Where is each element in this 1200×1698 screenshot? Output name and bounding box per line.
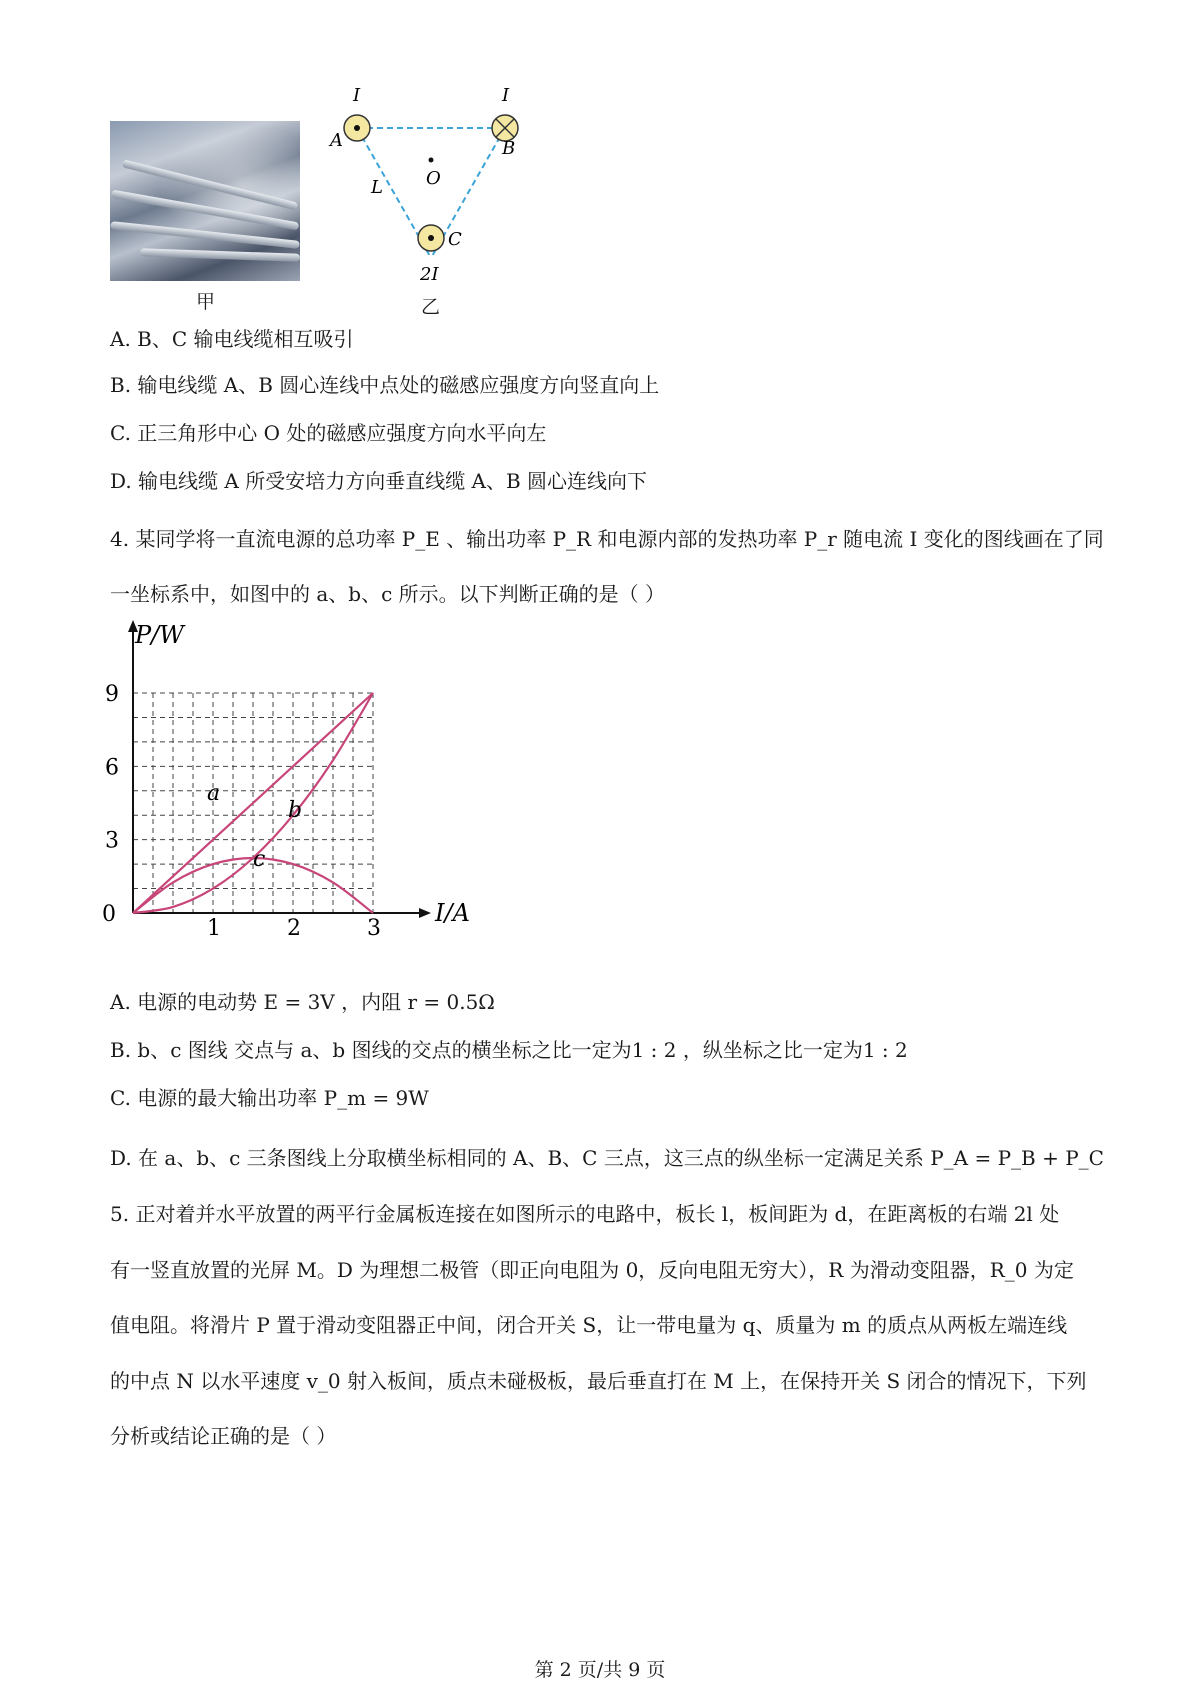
x-axis-label: I/A bbox=[435, 899, 470, 927]
label-i-a: I bbox=[353, 88, 361, 106]
figure-yi-caption: 乙 bbox=[421, 296, 441, 318]
y-tick-label: 9 bbox=[105, 682, 119, 707]
triangle-diagram bbox=[320, 88, 540, 308]
q4-stem-line2: 一坐标系中，如图中的 a、b、c 所示。以下判断正确的是（ ） bbox=[110, 582, 665, 606]
series-label-a: a bbox=[207, 781, 221, 806]
x-tick-label: 3 bbox=[367, 916, 381, 941]
y-tick-label: 6 bbox=[105, 755, 119, 781]
series-a-line bbox=[133, 693, 373, 913]
figure-jia-caption: 甲 bbox=[196, 291, 216, 313]
q3-option-b: B. 输电线缆 A、B 圆心连线中点处的磁感应强度方向竖直向上 bbox=[110, 373, 660, 397]
series-label-b: b bbox=[288, 798, 303, 823]
tunnel-photo bbox=[110, 121, 300, 281]
y-tick-label: 0 bbox=[102, 902, 116, 927]
q5-stem-line2: 有一竖直放置的光屏 M。D 为理想二极管（即正向电阻为 0，反向电阻无穷大），R 为滑动变阻器，R_0 为定 bbox=[110, 1258, 1074, 1282]
cable-c-icon bbox=[418, 225, 444, 251]
chart-curves bbox=[133, 693, 373, 913]
q4-option-b: B. b、c 图线 交点与 a、b 图线的交点的横坐标之比一定为1 : 2 ，纵坐标之比一定为1 : 2 bbox=[110, 1038, 908, 1062]
label-a: A bbox=[330, 130, 343, 151]
q5-stem-line4: 的中点 N 以水平速度 v_0 射入板间，质点未碰极板，最后垂直打在 M 上，在保持开关 S 闭合的情况下，下列 bbox=[110, 1369, 1087, 1393]
q4-option-a: A. 电源的电动势 E = 3V ，内阻 r = 0.5Ω bbox=[110, 990, 495, 1014]
cable-a-icon bbox=[344, 115, 370, 141]
label-c: C bbox=[448, 229, 462, 250]
q5-stem-line5: 分析或结论正确的是（ ） bbox=[110, 1424, 337, 1448]
q4-option-c: C. 电源的最大输出功率 P_m = 9W bbox=[110, 1086, 429, 1110]
x-axis-arrow bbox=[419, 908, 431, 918]
label-i-b: I bbox=[502, 88, 510, 106]
series-label-c: c bbox=[253, 847, 266, 872]
q5-stem-line3: 值电阻。将滑片 P 置于滑动变阻器正中间，闭合开关 S，让一带电量为 q、质量为 m 的质点从两板左端连线 bbox=[110, 1313, 1068, 1337]
q4-option-d: D. 在 a、b、c 三条图线上分取横坐标相同的 A、B、C 三点，这三点的纵坐标一定满足关系 P_A = P_B + P_C bbox=[110, 1146, 1104, 1170]
y-axis-label: P/W bbox=[135, 621, 184, 649]
label-b: B bbox=[502, 138, 516, 159]
label-o: O bbox=[426, 168, 441, 189]
q3-option-a: A. B、C 输电线缆相互吸引 bbox=[110, 327, 354, 351]
label-2i: 2I bbox=[420, 264, 439, 285]
page-footer: 第 2 页/共 9 页 bbox=[534, 1659, 666, 1681]
center-o-dot bbox=[429, 158, 434, 163]
label-l: L bbox=[371, 177, 383, 198]
q5-stem-line1: 5. 正对着并水平放置的两平行金属板连接在如图所示的电路中，板长 l，板间距为 d，在距离板的右端 2l 处 bbox=[110, 1202, 1060, 1226]
q4-stem-line1: 4. 某同学将一直流电源的总功率 P_E 、输出功率 P_R 和电源内部的发热功率 P_r 随电流 I 变化的图线画在了同 bbox=[110, 527, 1104, 551]
y-tick-label: 3 bbox=[105, 828, 119, 854]
power-chart bbox=[100, 620, 480, 950]
x-tick-label: 1 bbox=[207, 916, 221, 941]
q3-option-d: D. 输电线缆 A 所受安培力方向垂直线缆 A、B 圆心连线向下 bbox=[110, 469, 648, 493]
q3-option-c: C. 正三角形中心 O 处的磁感应强度方向水平向左 bbox=[110, 421, 547, 445]
x-tick-label: 2 bbox=[287, 916, 301, 941]
